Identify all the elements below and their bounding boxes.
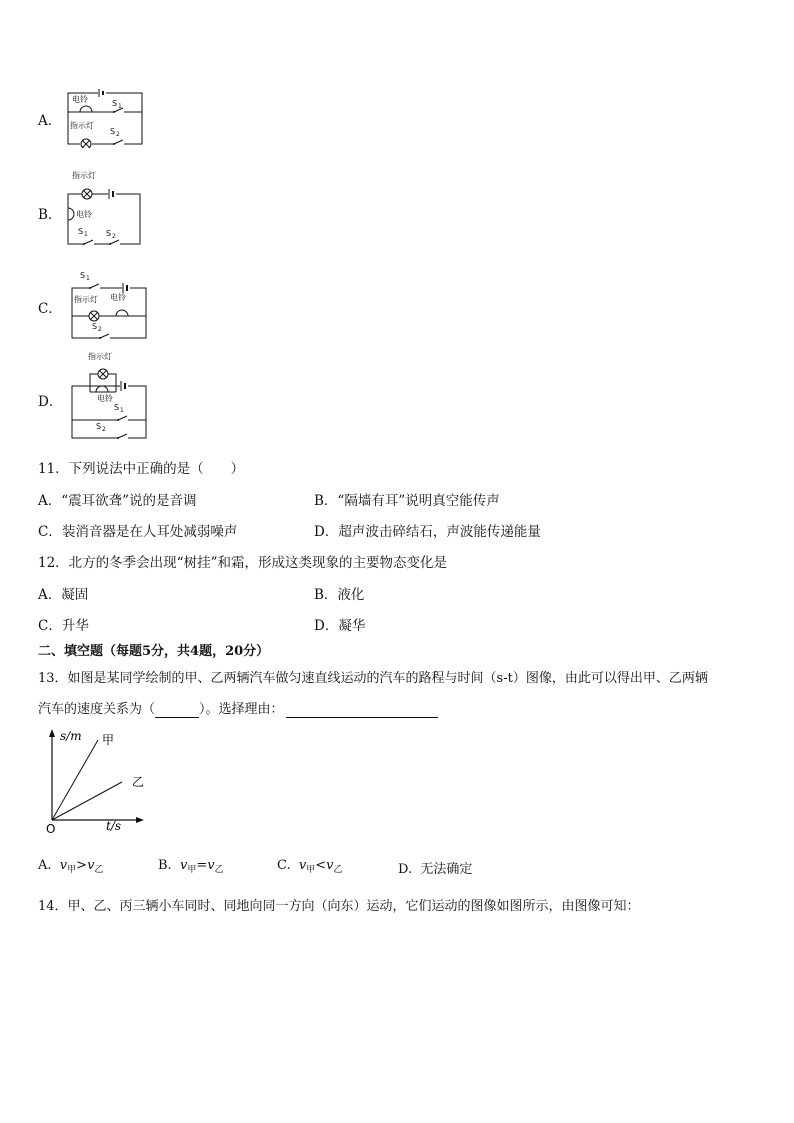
x-axis-label: t/s [106, 819, 122, 833]
bell-label: 电铃 [72, 95, 88, 104]
svg-text:S: S [78, 227, 84, 236]
q13-reason-blank[interactable] [286, 702, 438, 718]
q11-option-c[interactable]: C．装消音器是在人耳处减弱噪声 [38, 524, 238, 540]
circuit-diagram-a [64, 88, 148, 148]
q13-option-b[interactable]: B. $v_甲=v_乙$ [158, 858, 224, 875]
circuit-diagram-c [64, 268, 154, 342]
svg-text:2: 2 [116, 131, 120, 138]
origin-label: O [46, 822, 56, 836]
svg-text:S: S [96, 422, 102, 431]
svg-text:S: S [106, 229, 112, 238]
svg-text:电铃: 电铃 [76, 210, 92, 219]
q12-stem: 12．北方的冬季会出现“树挂”和霜，形成这类现象的主要物态变化是 [38, 555, 447, 571]
circuit-b-svg [64, 168, 148, 248]
svg-text:S: S [80, 271, 86, 280]
svg-text:2: 2 [112, 233, 116, 240]
svg-text:指示灯: 指示灯 [74, 295, 98, 304]
bell-icon [68, 208, 74, 220]
q13-option-a[interactable]: A. $v_甲>v_乙$ [38, 858, 104, 875]
svg-text:1: 1 [120, 407, 124, 414]
svg-text:指示灯: 指示灯 [88, 352, 112, 361]
circuit-a-svg [64, 88, 148, 148]
svg-text:S: S [114, 403, 120, 412]
svg-text:2: 2 [102, 426, 106, 433]
svg-text:S: S [110, 127, 116, 136]
q12-option-d[interactable]: D．凝华 [314, 618, 366, 634]
svg-text:电铃: 电铃 [97, 394, 113, 403]
svg-text:电铃: 电铃 [110, 293, 126, 302]
bell-icon [96, 386, 108, 392]
option-b-letter: B． [38, 207, 62, 223]
svg-text:S: S [92, 322, 98, 331]
q14-stem: 14．甲、乙、丙三辆小车同时、同地向同一方向（向东）运动，它们运动的图像如图所示，由图像可知： [38, 899, 640, 914]
st-graph [40, 726, 170, 842]
y-axis-label: s/m [60, 729, 82, 743]
q13-answer-blank[interactable] [155, 702, 199, 718]
option-c-letter: C． [38, 301, 62, 317]
q12-option-a[interactable]: A．凝固 [38, 587, 89, 603]
q13-stem-line2 [38, 698, 438, 718]
svg-text:指示灯: 指示灯 [72, 171, 96, 180]
q11-option-b[interactable]: B．“隔墙有耳”说明真空能传声 [314, 493, 500, 509]
circuit-diagram-d [64, 350, 154, 442]
svg-text:S: S [112, 99, 118, 108]
st-graph-svg [40, 726, 170, 838]
q13-option-d[interactable]: D. 无法确定 [398, 862, 473, 877]
svg-text:1: 1 [118, 103, 122, 110]
bell-icon [80, 106, 92, 112]
q13-option-c[interactable]: C. $v_甲<v_乙$ [277, 858, 343, 875]
lamp-label: 指示灯 [70, 121, 94, 130]
q13-prefix: 汽车的速度关系为（ [38, 702, 156, 717]
q13-mid: ）。选择理由： [199, 702, 284, 717]
svg-text:1: 1 [86, 275, 90, 282]
option-a-letter: A． [38, 113, 62, 129]
jia-label: 甲 [102, 733, 115, 747]
q12-option-c[interactable]: C．升华 [38, 618, 89, 634]
q12-option-b[interactable]: B．液化 [314, 587, 365, 603]
q13-stem-line1: 13．如图是某同学绘制的甲、乙两辆汽车做匀速直线运动的汽车的路程与时间（s-t）图像，由此可以得出甲、乙两辆 [38, 671, 708, 686]
svg-text:2: 2 [98, 326, 102, 333]
q11-stem: 11．下列说法中正确的是（ ） [38, 461, 245, 477]
option-d-letter: D． [38, 394, 63, 410]
yi-label: 乙 [132, 775, 145, 789]
circuit-d-svg [64, 350, 154, 442]
q11-option-d[interactable]: D．超声波击碎结石，声波能传递能量 [314, 524, 541, 540]
circuit-c-svg [64, 268, 154, 342]
svg-text:1: 1 [84, 231, 88, 238]
circuit-diagram-b [64, 168, 148, 248]
q11-option-a[interactable]: A．“震耳欲聋”说的是音调 [38, 493, 197, 509]
bell-icon [116, 310, 128, 316]
section-heading: 二、填空题（每题5分，共4题，20分） [38, 644, 270, 659]
